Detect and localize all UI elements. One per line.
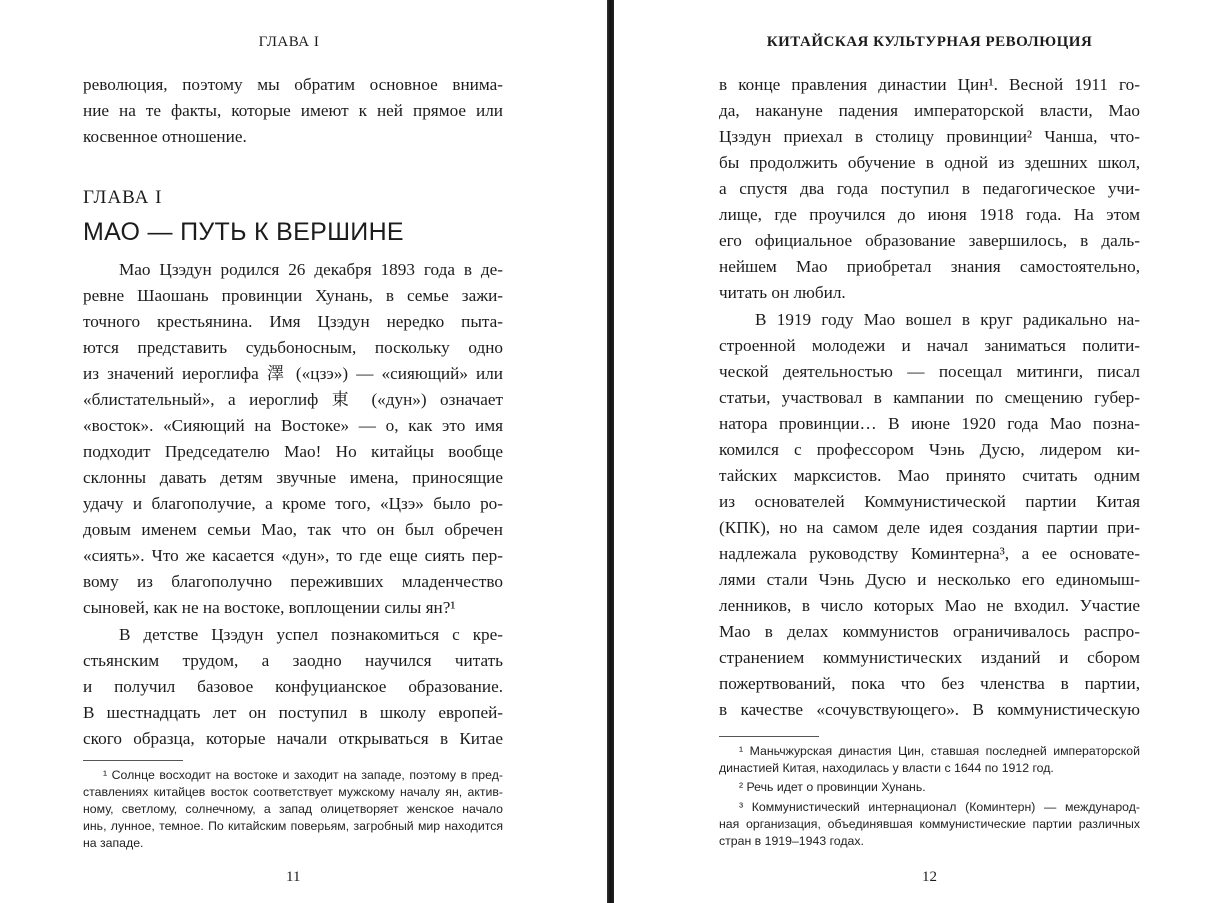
chapter-label: ГЛАВА I (83, 187, 163, 208)
text-line: тайских марксистов. Мао принято считать одним (719, 466, 1140, 485)
text-line: «сиять». Что же касается «дун», то где еще сиять пер- (83, 546, 503, 565)
text-line: натора провинции… В июне 1920 года Мао позна- (719, 414, 1140, 433)
text-line: нейшем Мао приобретал знания самостоятельно, (719, 257, 1140, 276)
page-number: 12 (922, 869, 937, 885)
text-line: странением коммунистических изданий и сбором (719, 648, 1140, 667)
text-line: революция, поэтому мы обратим основное внима- (83, 75, 503, 94)
text-line: из основателей Коммунистической партии Китая (719, 492, 1140, 511)
text-line: сыновей, как не на востоке, воплощении силы ян?¹ (83, 598, 456, 617)
chapter-title: МАО — ПУТЬ К ВЕРШИНЕ (83, 218, 404, 246)
text-line: в конце правления династии Цин¹. Весной 1911 го- (719, 75, 1140, 94)
text-line: а спустя два года поступил в педагогическое учи- (719, 179, 1140, 198)
footnote-line: ¹ Маньчжурская династия Цин, ставшая последней императорской (739, 744, 1140, 758)
text-line: удачу и благополучие, а кроме того, «Цзэ» было ро- (83, 494, 503, 513)
text-line: Мао Цзэдун родился 26 декабря 1893 года в де- (119, 260, 503, 279)
text-line: стьянским трудом, а заодно научился читать (83, 651, 503, 670)
text-line: лище, где проучился до июня 1918 года. На этом (719, 205, 1140, 224)
text-line: ние на те факты, которые имеют к ней прямое или (83, 101, 503, 120)
text-line: из значений иероглифа 澤 («цзэ») — «сияющий» или (83, 364, 503, 383)
text-line: вому из благополучно переживших младенчество (83, 572, 503, 591)
text-line: комился с профессором Чэнь Дусю, лидером ки- (719, 440, 1140, 459)
page-number: 11 (286, 869, 301, 885)
right-page (614, 0, 1225, 903)
text-line: подходит Председателю Мао! Но китайцы вообще (83, 442, 503, 461)
footnote-rule (83, 760, 183, 761)
footnote-rule (719, 736, 819, 737)
text-line: да, накануне падения императорской власти, Мао (719, 101, 1140, 120)
footnote-line: стран в 1919–1943 годах. (719, 834, 864, 848)
text-line: (КПК), но на самом деле идея создания партии при- (719, 518, 1140, 537)
text-line: В 1919 году Мао вошел в круг радикально на- (755, 310, 1140, 329)
text-line: косвенное отношение. (83, 127, 247, 146)
text-line: ского образца, которые начали открываться в Китае (83, 729, 503, 748)
text-line: склонны давать детям звучные имена, приносящие (83, 468, 503, 487)
text-line: строенной молодежи и начал заниматься полити- (719, 336, 1140, 355)
text-line: ческой деятельностью — посещал митинги, писал (719, 362, 1140, 381)
text-line: статьи, участвовал в кампании по смещению губер- (719, 388, 1140, 407)
running-head: КИТАЙСКАЯ КУЛЬТУРНАЯ РЕВОЛЮЦИЯ (766, 34, 1093, 50)
text-line: надлежала руководству Коминтерна³, а ее основате- (719, 544, 1140, 563)
text-line: Цзэдун приехал в столицу провинции² Чанша, что- (719, 127, 1140, 146)
book-spine (607, 0, 614, 903)
text-line: «блистательный», а иероглиф 東 («дун») означает (83, 390, 503, 409)
left-page (0, 0, 608, 903)
text-line: ревне Шаошань провинции Хунань, в семье зажи- (83, 286, 503, 305)
running-head: ГЛАВА I (258, 34, 320, 50)
text-line: Мао в делах коммунистов ограничивалось распро- (719, 622, 1140, 641)
text-line: и получил базовое конфуцианское образование. (83, 677, 503, 696)
text-line: точного крестьянина. Имя Цзэдун нередко пыта- (83, 312, 503, 331)
text-line: лями стали Чэнь Дусю и несколько его единомыш- (719, 570, 1140, 589)
text-line: в качестве «сочувствующего». В коммунистическую (719, 700, 1140, 719)
footnote-line: ³ Коммунистический интернационал (Коминтерн) — международ- (739, 800, 1140, 814)
footnote-line: ставлениях китайцев восток соответствует мужскому началу ян, актив- (83, 785, 503, 799)
text-line: бы продолжить обучение в одной из здешних школ, (719, 153, 1140, 172)
footnote-line: династией Китая, находилась у власти с 1644 по 1912 год. (719, 761, 1054, 775)
footnote-line: инь, лунное, темное. По китайским поверьям, загробный мир находится (83, 819, 503, 833)
text-line: «восток». «Сияющий на Востоке» — о, как это имя (83, 416, 503, 435)
footnote-line: на западе. (83, 836, 144, 850)
text-line: В шестнадцать лет он поступил в школу европей- (83, 703, 503, 722)
text-line: пожертвований, пока что без членства в партии, (719, 674, 1140, 693)
text-line: довым именем семьи Мао, так что он был обречен (83, 520, 503, 539)
footnote-line: ная организация, объединявшая коммунистические партии различных (719, 817, 1140, 831)
text-line: его официальное образование завершилось, в даль- (719, 231, 1140, 250)
footnote-line: ¹ Солнце восходит на востоке и заходит на западе, поэтому в пред- (103, 768, 503, 782)
text-line: ленников, в число которых Мао не входил. Участие (719, 596, 1140, 615)
footnote-line: ному, светлому, солнечному, а запад олицетворяет женское начало (83, 802, 503, 816)
text-line: В детстве Цзэдун успел познакомиться с кре- (119, 625, 503, 644)
text-line: ются представить судьбоносным, поскольку одно (83, 338, 503, 357)
text-line: читать он любил. (719, 283, 846, 302)
footnote-line: ² Речь идет о провинции Хунань. (739, 780, 926, 794)
